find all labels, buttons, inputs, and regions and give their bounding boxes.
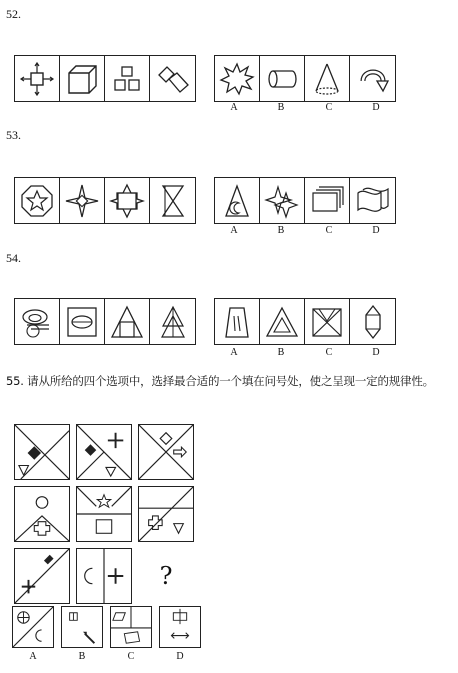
question-55-text: 55. 请从所给的四个选项中，选择最合适的一个填在问号处，使之呈现一定的规律性。: [6, 374, 434, 388]
double-star-icon[interactable]: [260, 178, 305, 223]
matrix-cell-1-2: [76, 424, 132, 480]
tilted-rectangles-icon: [150, 56, 195, 101]
q55-option-b[interactable]: [61, 606, 103, 648]
q54-label-a: A: [230, 347, 238, 358]
hourglass-triangles-icon: [150, 178, 195, 223]
square-star-icon: [105, 178, 150, 223]
q54-stem-strip: [14, 298, 196, 345]
cube-icon: [60, 56, 105, 101]
q53-options-strip: [214, 177, 396, 224]
q53-label-d: D: [372, 225, 380, 236]
q52-label-b: B: [277, 102, 285, 113]
q52-label-d: D: [372, 102, 380, 113]
wavy-flags-icon[interactable]: [350, 178, 395, 223]
q53-label-a: A: [230, 225, 238, 236]
question-number-54: 54.: [6, 251, 21, 265]
q54-label-d: D: [372, 347, 380, 358]
q53-stem-strip: [14, 177, 196, 224]
pin-character-icon: [105, 56, 150, 101]
q55-option-a[interactable]: [12, 606, 54, 648]
nested-triangles-icon[interactable]: [260, 299, 305, 344]
q53-label-c: C: [325, 225, 333, 236]
crossed-square-icon[interactable]: [305, 299, 350, 344]
cylinder-icon[interactable]: [260, 56, 305, 101]
matrix-cell-3-1: [14, 548, 70, 604]
q52-stem-strip: [14, 55, 196, 102]
q54-options-strip: [214, 298, 396, 345]
starburst-icon[interactable]: [215, 56, 260, 101]
trapezoid-lines-icon[interactable]: [215, 299, 260, 344]
q52-options-strip: [214, 55, 396, 102]
matrix-cell-1-3: [138, 424, 194, 480]
matrix-cell-3-3-question[interactable]: [138, 548, 194, 604]
triangle-square-icon: [105, 299, 150, 344]
layered-sheets-icon[interactable]: [305, 178, 350, 223]
question-mark: ?: [159, 562, 173, 590]
q55-option-c[interactable]: [110, 606, 152, 648]
matrix-cell-2-3: [138, 486, 194, 542]
matrix-cell-2-2: [76, 486, 132, 542]
q54-label-b: B: [277, 347, 285, 358]
curved-arrow-icon[interactable]: [350, 56, 395, 101]
diamond-crystal-icon[interactable]: [350, 299, 395, 344]
matrix-cell-2-1: [14, 486, 70, 542]
question-number-52: 52.: [6, 7, 21, 21]
triangle-moon-icon[interactable]: [215, 178, 260, 223]
square-with-arrows-icon: [15, 56, 60, 101]
q55-label-c: C: [127, 651, 135, 662]
question-number-53: 53.: [6, 128, 21, 142]
matrix-cell-3-2: [76, 548, 132, 604]
matrix-cell-1-1: [14, 424, 70, 480]
q55-option-d[interactable]: [159, 606, 201, 648]
q52-label-a: A: [230, 102, 238, 113]
cone-icon[interactable]: [305, 56, 350, 101]
q54-label-c: C: [325, 347, 333, 358]
q55-label-a: A: [29, 651, 37, 662]
octagon-star-icon: [15, 178, 60, 223]
four-point-star-icon: [60, 178, 105, 223]
q55-label-d: D: [176, 651, 184, 662]
stacked-triangles-icon: [150, 299, 195, 344]
square-ellipse-icon: [60, 299, 105, 344]
q53-label-b: B: [277, 225, 285, 236]
q55-label-b: B: [78, 651, 86, 662]
ellipses-lines-icon: [15, 299, 60, 344]
q52-label-c: C: [325, 102, 333, 113]
